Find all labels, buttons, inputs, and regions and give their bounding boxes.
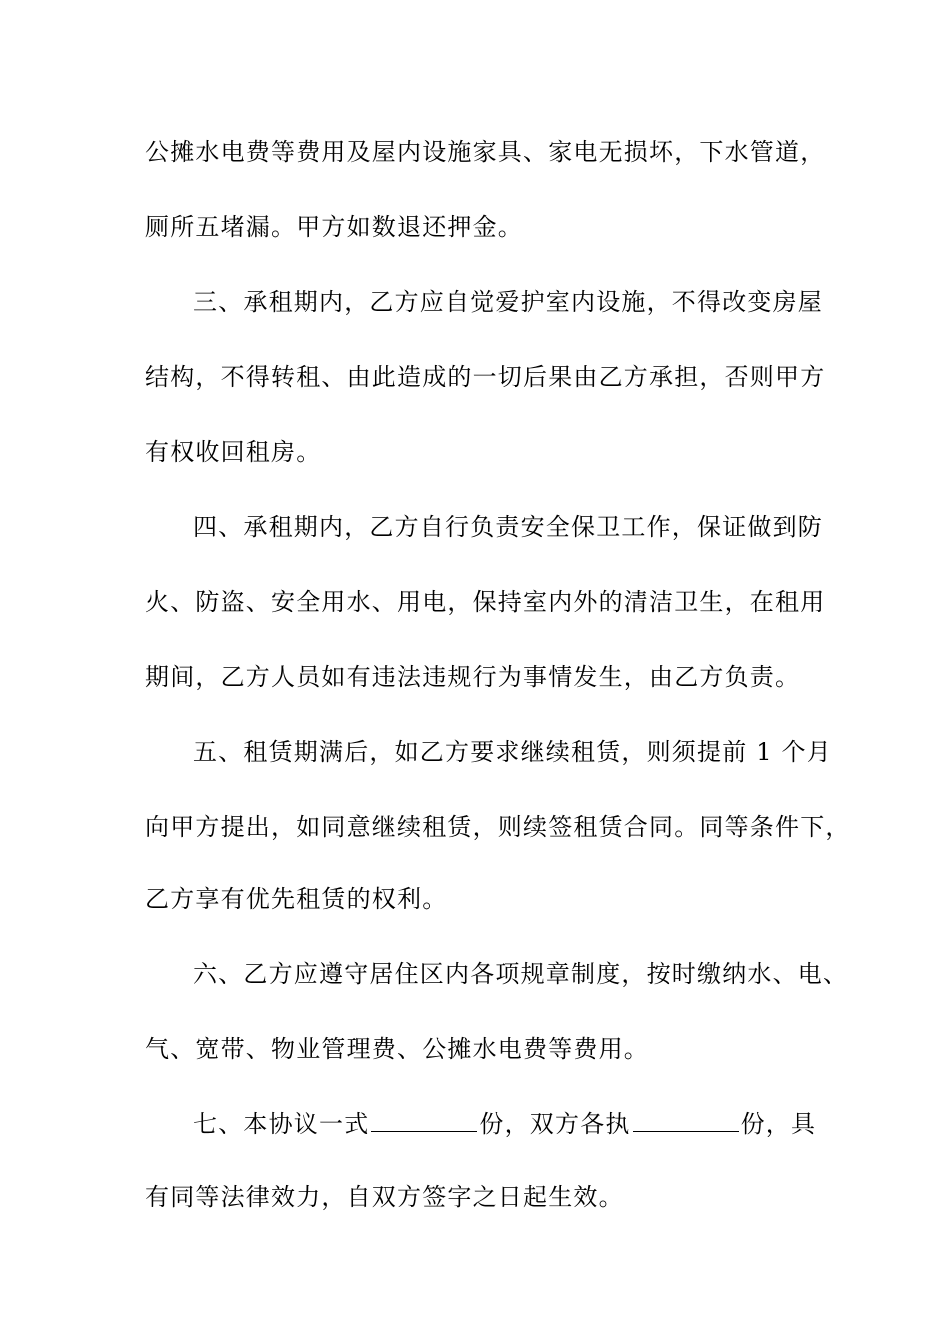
clause-4-line: 四、承租期内，乙方自行负责安全保卫工作，保证做到防 — [193, 513, 823, 541]
clause-6-line: 六、乙方应遵守居住区内各项规章制度，按时缴纳水、电、 — [193, 960, 849, 988]
clause-6-line: 气、宽带、物业管理费、公摊水电费等费用。 — [145, 1035, 649, 1063]
clause-4-line: 期间，乙方人员如有违法违规行为事情发生，由乙方负责。 — [145, 663, 801, 691]
paragraph-line: 公摊水电费等费用及屋内设施家具、家电无损坏，下水管道， — [145, 138, 826, 166]
clause-5-line: 乙方享有优先租赁的权利。 — [145, 885, 448, 913]
clause-3-line: 三、承租期内，乙方应自觉爱护室内设施，不得改变房屋 — [193, 288, 823, 316]
each-party-copies-blank — [633, 1109, 739, 1132]
clause-7-text: 份，具 — [740, 1110, 817, 1138]
clause-7-line: 有同等法律效力，自双方签字之日起生效。 — [145, 1183, 624, 1211]
clause-7-text: 份，双方各执 — [479, 1110, 631, 1138]
paragraph-line: 厕所五堵漏。甲方如数退还押金。 — [145, 213, 523, 241]
clause-5-line: 五、租赁期满后，如乙方要求继续租赁，则须提前 1 个月 — [193, 738, 832, 766]
clause-3-line: 结构，不得转租、由此造成的一切后果由乙方承担，否则甲方 — [145, 363, 826, 391]
clause-3-line: 有权收回租房。 — [145, 438, 322, 466]
copies-blank — [371, 1109, 477, 1132]
clause-4-line: 火、防盗、安全用水、用电，保持室内外的清洁卫生，在租用 — [145, 588, 826, 616]
clause-7-text: 七、本协议一式 — [193, 1110, 370, 1138]
clause-7-line — [193, 1109, 816, 1139]
clause-5-line: 向甲方提出，如同意继续租赁，则续签租赁合同。同等条件下， — [145, 813, 851, 841]
